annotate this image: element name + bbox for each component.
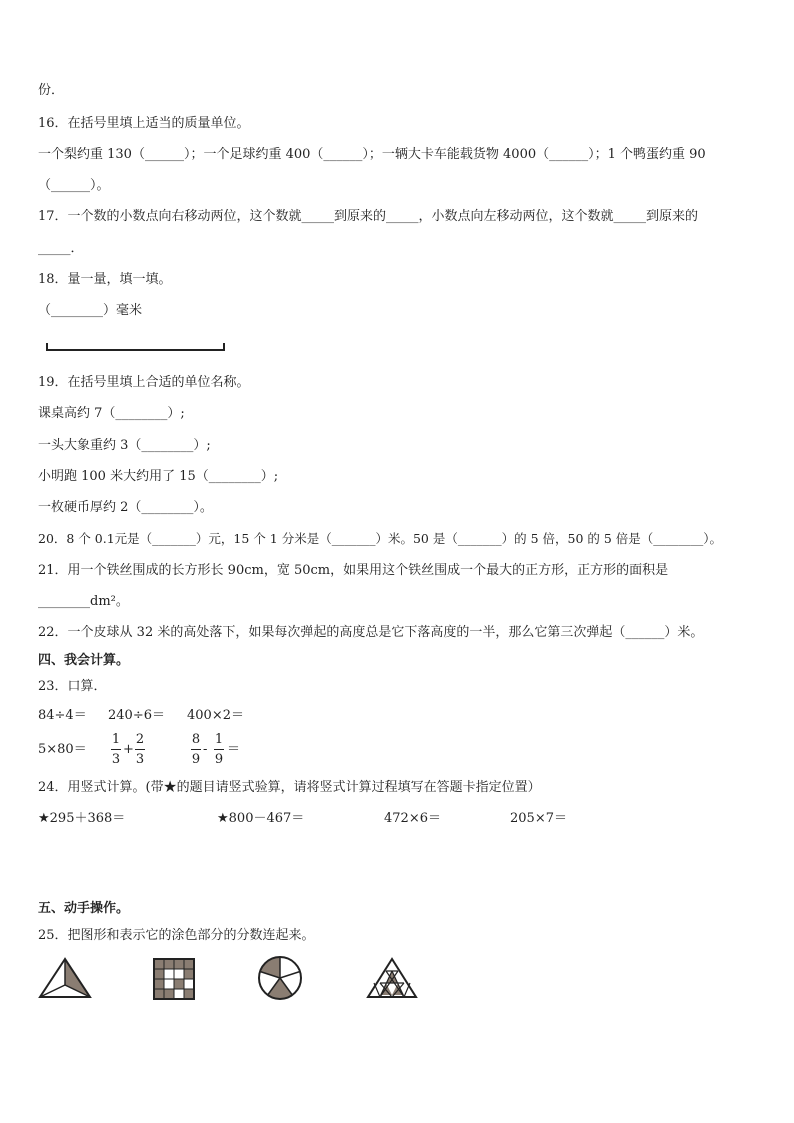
q17-line2: _____． (38, 241, 84, 256)
grid-square-figure (153, 958, 195, 1000)
q17-line1: 17．一个数的小数点向右移动两位，这个数就_____到原来的_____，小数点向左移动两位，这个数就_____到原来的 (38, 209, 699, 224)
fraction-bar (111, 749, 121, 750)
q25-title: 25．把图形和表示它的涂色部分的分数连起来。 (38, 928, 315, 943)
vertical-calc-1: ★295＋368＝ (38, 811, 126, 826)
minus-sign: - (203, 742, 208, 757)
triangle-figure (38, 957, 92, 999)
q16-line2: （______）。 (38, 178, 110, 193)
q18-blank: （________）毫米 (38, 303, 143, 318)
q20: 20．8 个 0.1元是（_______）元，15 个 1 分米是（_______）米。50 是（_______）的 5 倍，50 的 5 倍是（________）。 (38, 531, 723, 546)
fraction-numerator: 8 (191, 732, 201, 747)
fraction-bar (214, 749, 224, 750)
measure-segment (44, 340, 228, 354)
fraction-numerator: 1 (111, 732, 121, 747)
q22: 22．一个皮球从 32 米的高处落下，如果每次弹起的高度总是它下落高度的一半，那么它第三次弹起（______）米。 (38, 625, 704, 640)
vertical-calc-4: 205×7＝ (510, 811, 567, 826)
fraction-denominator: 3 (111, 752, 121, 767)
q21-line2: ________dm²。 (38, 594, 129, 609)
oral-240-div-6: 240÷6＝ (108, 708, 165, 723)
q19-a: 课桌高约 7（________）; (38, 406, 185, 421)
equals-sign: ＝ (227, 742, 241, 757)
triangle-grid-figure (366, 957, 418, 999)
plus-sign: + (123, 742, 134, 757)
line-fen: 份． (38, 83, 65, 98)
q19-title: 19．在括号里填上合适的单位名称。 (38, 375, 250, 390)
fraction-denominator: 9 (191, 752, 201, 767)
vertical-calc-2: ★800－467＝ (217, 811, 305, 826)
q23-title: 23．口算． (38, 679, 107, 694)
fraction-numerator: 2 (135, 732, 145, 747)
section-4-heading: 四、我会计算。 (38, 653, 130, 668)
q18-title: 18．量一量，填一填。 (38, 272, 172, 287)
fraction-numerator: 1 (214, 732, 224, 747)
q24-title: 24．用竖式计算。(带★的题目请竖式验算，请将竖式计算过程填写在答题卡指定位置） (38, 780, 541, 795)
q19-b: 一头大象重约 3（________）; (38, 438, 211, 453)
fraction-denominator: 9 (214, 752, 224, 767)
fraction-denominator: 3 (135, 752, 145, 767)
q19-c: 小明跑 100 米大约用了 15（________）; (38, 469, 279, 484)
section-5-heading: 五、动手操作。 (38, 901, 130, 916)
circle-figure (257, 955, 303, 1001)
vertical-calc-3: 472×6＝ (384, 811, 441, 826)
oral-400-times-2: 400×2＝ (187, 708, 244, 723)
q21-line1: 21．用一个铁丝围成的长方形长 90cm，宽 50cm，如果用这个铁丝围成一个最大的正方形，正方形的面积是 (38, 563, 669, 578)
fraction-bar (135, 749, 145, 750)
q16-line1: 一个梨约重 130（______）；一个足球约重 400（______）；一辆大卡车能载货物 4000（______）；1 个鸭蛋约重 90 (38, 147, 706, 162)
fraction-bar (191, 749, 201, 750)
oral-5-times-80: 5×80＝ (38, 742, 87, 757)
oral-84-div-4: 84÷4＝ (38, 708, 87, 723)
q16-title: 16．在括号里填上适当的质量单位。 (38, 116, 250, 131)
q19-d: 一枚硬币厚约 2（________）。 (38, 500, 213, 515)
